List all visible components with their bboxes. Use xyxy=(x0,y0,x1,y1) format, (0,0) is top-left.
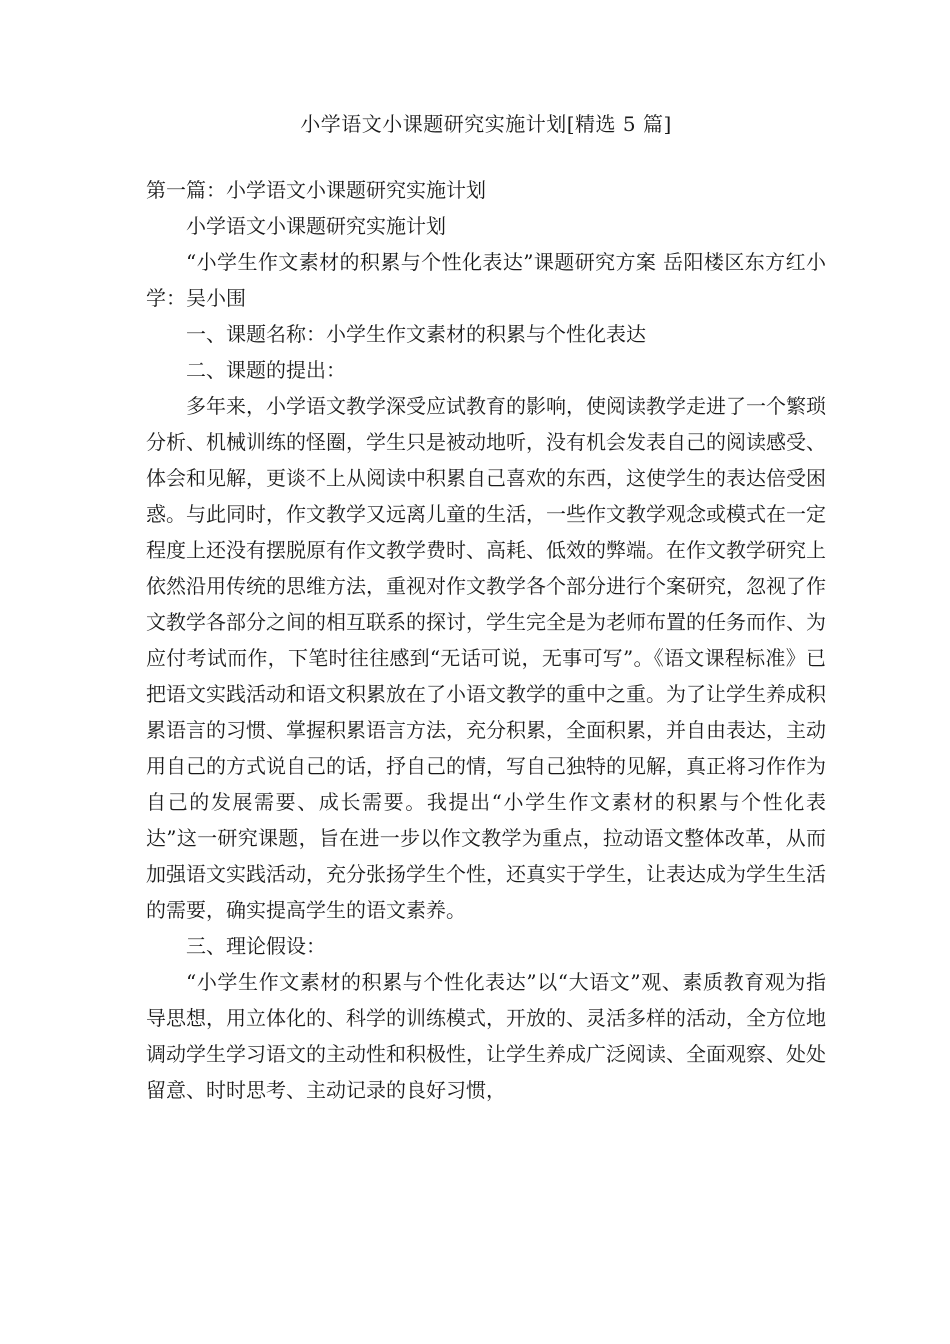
paragraph-hypothesis: “小学生作文素材的积累与个性化表达”以“大语文”观、素质教育观为指导思想，用立体化的、科学的训练模式，开放的、灵活多样的活动，全方位地调动学生学习语文的主动性和积极性，让学生养成广泛阅读、全面观察、处处留意、时时思考、主动记录的良好习惯， xyxy=(146,970,826,1102)
project-line: “小学生作文素材的积累与个性化表达”课题研究方案 岳阳楼区东方红小学：吴小围 xyxy=(146,250,826,310)
item-topic-proposal: 二、课题的提出： xyxy=(186,358,346,382)
item-topic-name: 一、课题名称：小学生作文素材的积累与个性化表达 xyxy=(186,322,646,346)
document-subtitle: 小学语文小课题研究实施计划 xyxy=(186,214,446,238)
paragraph-background: 多年来，小学语文教学深受应试教育的影响，使阅读教学走进了一个繁琐分析、机械训练的怪圈，学生只是被动地听，没有机会发表自己的阅读感受、体会和见解，更谈不上从阅读中积累自己喜欢的东西，这使学生的表达倍受困惑。与此同时，作文教学又远离儿童的生活，一些作文教学观念或模式在一定程度上还没有摆脱原有作文教学费时、高耗、低效的弊端。在作文教学研究上依然沿用传统的思维方法，重视对作文教学各个部分进行个案研究，忽视了作文教学各部分之间的相互联系的探讨，学生完全是为老师布置的任务而作、为应付考试而作，下笔时往往感到“无话可说，无事可写”。《语文课程标准》已把语文实践活动和语文积累放在了小语文教学的重中之重。为了让学生养成积累语言的习惯、掌握积累语言方法，充分积累，全面积累，并自由表达，主动用自己的方式说自己的话，抒自己的情，写自己独特的见解，真正将习作作为自己的发展需要、成长需要。我提出“小学生作文素材的积累与个性化表达”这一研究课题，旨在进一步以作文教学为重点，拉动语文整体改革，从而加强语文实践活动，充分张扬学生个性，还真实于学生，让表达成为学生生活的需要，确实提高学生的语文素养。 xyxy=(146,394,826,922)
item-theory-hypothesis: 三、理论假设： xyxy=(186,934,326,958)
section-heading: 第一篇：小学语文小课题研究实施计划 xyxy=(146,178,486,202)
document-title: 小学语文小课题研究实施计划[精选 5 篇] xyxy=(300,112,672,136)
document-page xyxy=(146,104,826,1108)
